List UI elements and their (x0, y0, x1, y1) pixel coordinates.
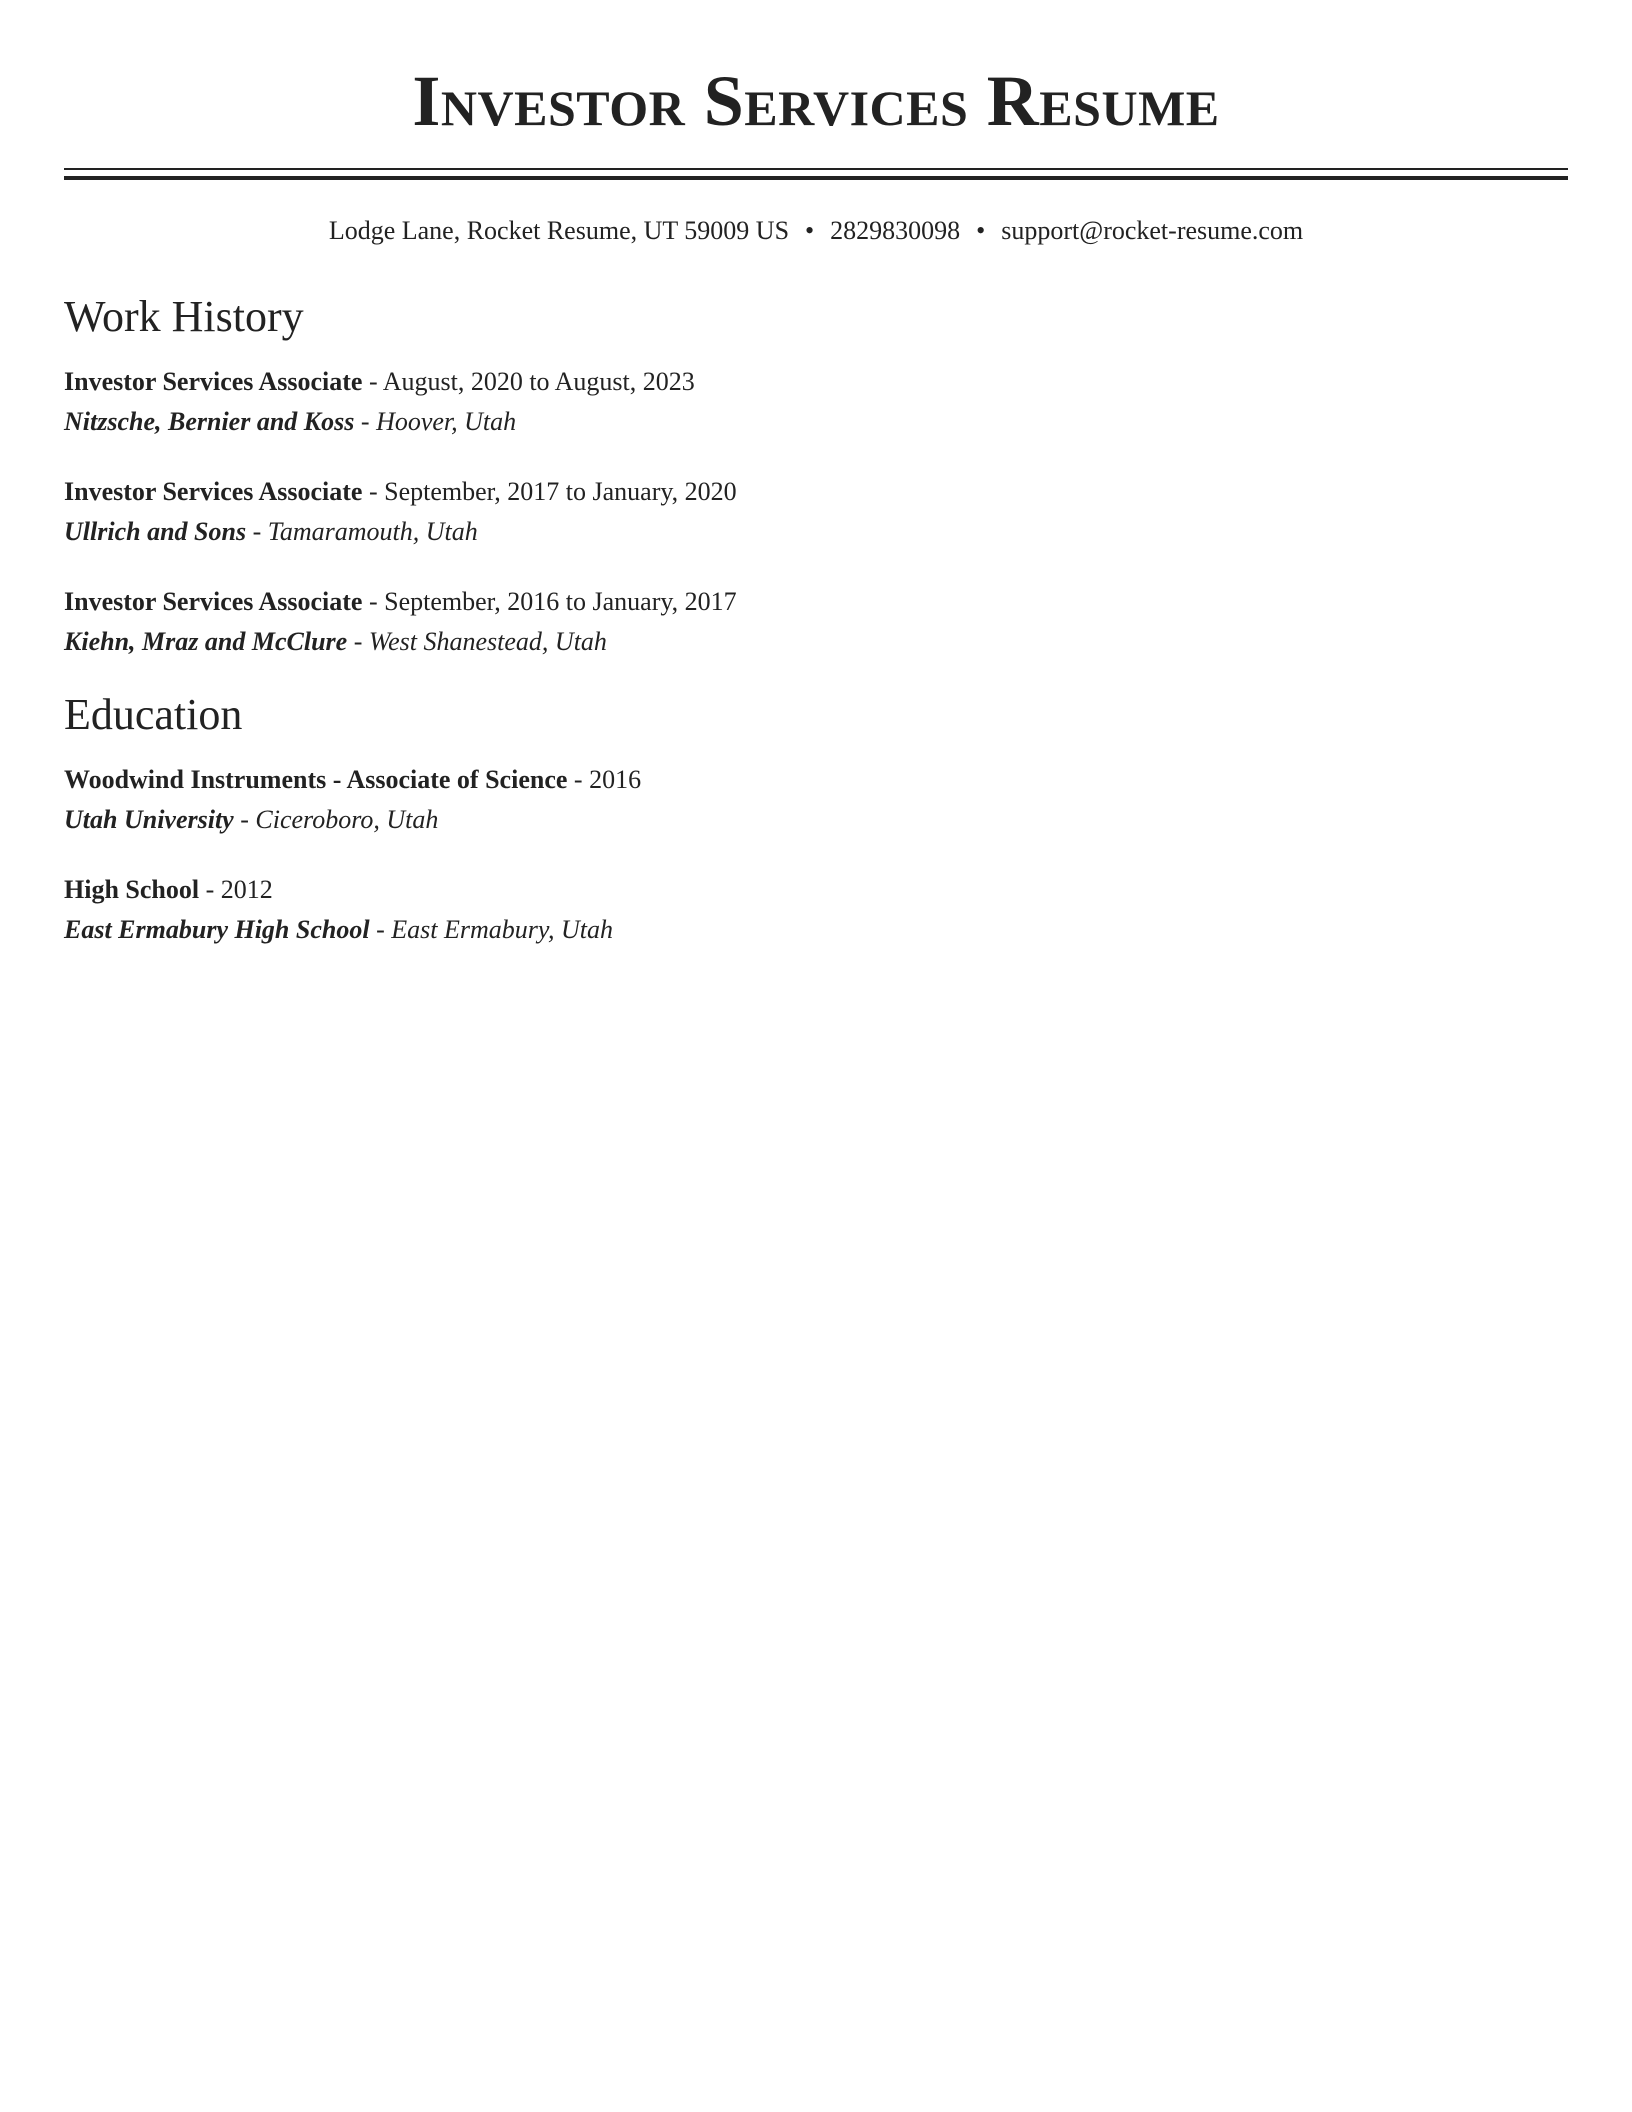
school-name: East Ermabury High School (64, 915, 370, 944)
contact-email: support@rocket-resume.com (1001, 216, 1304, 245)
contact-separator: • (976, 216, 986, 245)
job-entry (64, 362, 1568, 442)
job-location: Tamaramouth, Utah (267, 517, 478, 546)
school-line: East Ermabury High School - East Ermabury, Utah (64, 915, 613, 944)
job-title: Investor Services Associate (64, 367, 363, 396)
school-line: Utah University - Ciceroboro, Utah (64, 805, 439, 834)
contact-phone: 2829830098 (830, 216, 961, 245)
job-location: Hoover, Utah (376, 407, 517, 436)
education-heading: Education (64, 690, 243, 739)
education-entry (64, 870, 1568, 950)
graduation-year: 2012 (220, 875, 273, 904)
degree-line: High School - 2012 (64, 875, 273, 904)
job-company: Kiehn, Mraz and McClure (64, 627, 348, 656)
job-title-line: Investor Services Associate - September, 2017 to January, 2020 (64, 477, 737, 506)
school-location: East Ermabury, Utah (391, 915, 613, 944)
job-dates: August, 2020 to August, 2023 (382, 367, 695, 396)
job-entry (64, 472, 1568, 552)
job-company-line: Kiehn, Mraz and McClure - West Shanestead, Utah (64, 627, 607, 656)
job-company: Ullrich and Sons (64, 517, 247, 546)
school-name: Utah University (64, 805, 234, 834)
job-company: Nitzsche, Bernier and Koss (64, 407, 355, 436)
school-location: Ciceroboro, Utah (255, 805, 439, 834)
job-company-line: Nitzsche, Bernier and Koss - Hoover, Utah (64, 407, 517, 436)
degree-line: Woodwind Instruments - Associate of Science - 2016 (64, 765, 642, 794)
graduation-year: 2016 (589, 765, 642, 794)
contact-line (64, 214, 1568, 248)
contact-separator: • (805, 216, 815, 245)
job-location: West Shanestead, Utah (368, 627, 607, 656)
education-entry (64, 760, 1568, 840)
job-entry (64, 582, 1568, 662)
job-dates: September, 2016 to January, 2017 (384, 587, 737, 616)
page-title: Investor Services Resume (412, 61, 1220, 141)
degree: Woodwind Instruments - Associate of Science (64, 765, 568, 794)
job-dates: September, 2017 to January, 2020 (384, 477, 737, 506)
work-history-heading: Work History (64, 292, 304, 341)
job-company-line: Ullrich and Sons - Tamaramouth, Utah (64, 517, 478, 546)
title-divider (64, 168, 1568, 180)
job-title-line: Investor Services Associate - August, 2020 to August, 2023 (64, 367, 695, 396)
job-title-line: Investor Services Associate - September, 2016 to January, 2017 (64, 587, 737, 616)
degree: High School (64, 875, 200, 904)
job-title: Investor Services Associate (64, 587, 363, 616)
job-title: Investor Services Associate (64, 477, 363, 506)
contact-address: Lodge Lane, Rocket Resume, UT 59009 US (328, 216, 790, 245)
